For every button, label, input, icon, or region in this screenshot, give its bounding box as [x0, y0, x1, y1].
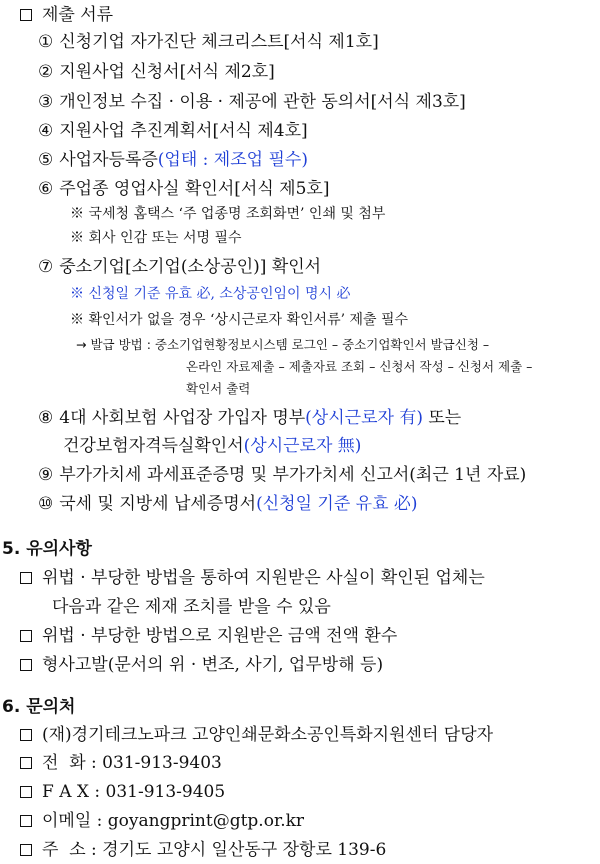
checkbox-icon	[20, 786, 32, 798]
issue-method-line-3: 확인서 출력	[186, 381, 251, 396]
doc-item-6-note-1: ※ 국세청 홈택스 ‘주 업종명 조회화면’ 인쇄 및 첨부	[70, 206, 386, 222]
doc-item-1: ① 신청기업 자가진단 체크리스트[서식 제1호]	[38, 32, 379, 52]
caution-item-3: 형사고발(문서의 위 · 변조, 사기, 업무방해 등)	[20, 654, 383, 676]
doc-item-8-line-2: 건강보험자격득실확인서(상시근로자 無)	[63, 436, 362, 456]
caution-item-1-line-2: 다음과 같은 제재 조치를 받을 수 있음	[52, 597, 331, 617]
issue-method-line-2: 온라인 자료제출 – 제출자료 조회 – 신청서 작성 – 신청서 제출 –	[186, 359, 533, 374]
checkbox-icon	[20, 659, 32, 671]
contact-email: 이메일 : goyangprint@gtp.or.kr	[20, 810, 304, 832]
doc-item-7-blue-note: ※ 신청일 기준 유효 必, 소상공인임이 명시 必	[70, 286, 351, 302]
contact-org: (재)경기테크노파크 고양인쇄문화소공인특화지원센터 담당자	[20, 724, 493, 746]
docs-section-title: 제출 서류	[20, 4, 113, 26]
doc-item-7: ⑦ 중소기업[소기업(소상공인)] 확인서	[38, 257, 322, 277]
doc-item-4: ④ 지원사업 추진계획서[서식 제4호]	[38, 121, 308, 141]
caution-item-1: 위법 · 부당한 방법을 통하여 지원받은 사실이 확인된 업체는	[20, 567, 485, 589]
section-6-title: 6. 문의처	[2, 697, 76, 717]
doc-item-6-note-2: ※ 회사 인감 또는 서명 필수	[70, 230, 242, 246]
checkbox-icon	[20, 844, 32, 856]
doc-item-6: ⑥ 주업종 영업사실 확인서[서식 제5호]	[38, 179, 330, 199]
checkbox-icon	[20, 729, 32, 741]
contact-phone: 전 화 : 031-913-9403	[20, 752, 222, 774]
issue-method-line-1: → 발급 방법 : 중소기업현황정보시스템 로그인 – 중소기업확인서 발급신청 –	[76, 337, 490, 352]
checkbox-icon	[20, 757, 32, 769]
doc-item-9: ⑨ 부가가치세 과세표준증명 및 부가가치세 신고서(최근 1년 자료)	[38, 465, 527, 485]
contact-fax: F A X : 031-913-9405	[20, 781, 225, 803]
doc-item-10: ⑩ 국세 및 지방세 납세증명서(신청일 기준 유효 必)	[38, 494, 418, 514]
doc-item-5: ⑤ 사업자등록증(업태 : 제조업 필수)	[38, 150, 308, 170]
caution-item-2: 위법 · 부당한 방법으로 지원받은 금액 전액 환수	[20, 625, 397, 647]
doc-item-8: ⑧ 4대 사회보험 사업장 가입자 명부(상시근로자 有) 또는	[38, 408, 462, 428]
checkbox-icon	[20, 815, 32, 827]
checkbox-icon	[20, 9, 32, 21]
doc-item-7-note: ※ 확인서가 없을 경우 ‘상시근로자 확인서류’ 제출 필수	[70, 312, 409, 328]
section-5-title: 5. 유의사항	[2, 539, 92, 559]
contact-address: 주 소 : 경기도 고양시 일산동구 장항로 139-6	[20, 839, 386, 861]
checkbox-icon	[20, 630, 32, 642]
doc-item-3: ③ 개인정보 수집 · 이용 · 제공에 관한 동의서[서식 제3호]	[38, 92, 466, 112]
doc-item-2: ② 지원사업 신청서[서식 제2호]	[38, 62, 275, 82]
checkbox-icon	[20, 572, 32, 584]
